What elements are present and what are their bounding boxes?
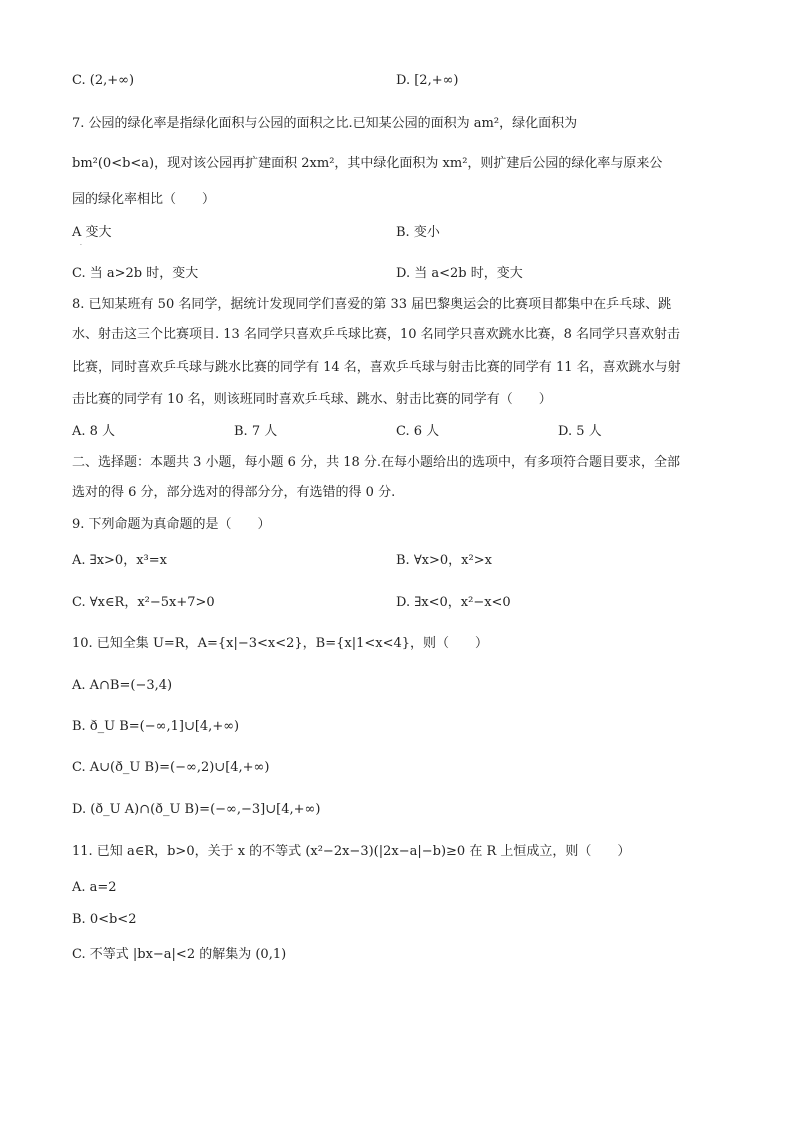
q9-stem: 9. 下列命题为真命题的是（ ） xyxy=(72,517,271,532)
q10-option-d: D. (ð_U A)∩(ð_U B)=(−∞,−3]∪[4,+∞) xyxy=(72,802,321,817)
section2-heading-line2: 选对的得 6 分，部分选对的得部分分，有选错的得 0 分. xyxy=(72,485,396,500)
q10-option-b: B. ð_U B=(−∞,1]∪[4,+∞) xyxy=(72,719,240,734)
q7-option-b: B. 变小 xyxy=(396,225,440,240)
q9-option-a: A. ∃x>0，x³=x xyxy=(72,553,167,568)
q10-option-a: A. A∩B=(−3,4) xyxy=(72,678,173,693)
q6-option-c: C. (2,+∞) xyxy=(72,73,135,88)
q8-stem-line4: 击比赛的同学有 10 名，则该班同时喜欢乒乓球、跳水、射击比赛的同学有（ ） xyxy=(72,392,552,407)
q10-option-c: C. A∪(ð_U B)=(−∞,2)∪[4,+∞) xyxy=(72,760,270,775)
q6-option-d: D. [2,+∞) xyxy=(396,73,459,88)
q11-stem: 11. 已知 a∈R，b>0，关于 x 的不等式 (x²−2x−3)(|2x−a|−b)≥0 在 R 上恒成立，则（ ） xyxy=(72,844,631,859)
q11-option-b: B. 0<b<2 xyxy=(72,912,137,927)
q7-option-a: A 变大 xyxy=(72,225,112,240)
q7-stem-line1: 7. 公园的绿化率是指绿化面积与公园的面积之比.已知某公园的面积为 am²，绿化面积为 xyxy=(72,116,578,131)
q7-stem-line3: 园的绿化率相比（ ） xyxy=(72,192,216,207)
q7-stem-line2: bm²(0<b<a)，现对该公园再扩建面积 2xm²，其中绿化面积为 xm²，则扩建后公园的绿化率与原来公 xyxy=(72,156,663,171)
stray-mark: · xyxy=(80,242,82,249)
q10-stem: 10. 已知全集 U=R，A={x|−3<x<2}，B={x|1<x<4}，则（ ） xyxy=(72,636,489,651)
q7-option-c: C. 当 a>2b 时，变大 xyxy=(72,266,199,281)
q9-option-c: C. ∀x∈R，x²−5x+7>0 xyxy=(72,595,215,610)
q9-option-b: B. ∀x>0，x²>x xyxy=(396,553,492,568)
q8-stem-line2: 水、射击这三个比赛项目. 13 名同学只喜欢乒乓球比赛，10 名同学只喜欢跳水比赛，8 名同学只喜欢射击 xyxy=(72,327,681,342)
q11-option-c: C. 不等式 |bx−a|<2 的解集为 (0,1) xyxy=(72,947,287,962)
q8-option-c: C. 6 人 xyxy=(396,424,440,439)
q8-option-d: D. 5 人 xyxy=(558,424,602,439)
q8-option-b: B. 7 人 xyxy=(234,424,278,439)
q9-option-d: D. ∃x<0，x²−x<0 xyxy=(396,595,511,610)
q7-option-d: D. 当 a<2b 时，变大 xyxy=(396,266,523,281)
q8-option-a: A. 8 人 xyxy=(72,424,116,439)
q11-option-a: A. a=2 xyxy=(72,880,117,895)
q8-stem-line1: 8. 已知某班有 50 名同学，据统计发现同学们喜爱的第 33 届巴黎奥运会的比赛项目都集中在乒乓球、跳 xyxy=(72,297,672,312)
section2-heading-line1: 二、选择题：本题共 3 小题，每小题 6 分，共 18 分.在每小题给出的选项中，有多项符合题目要求，全部 xyxy=(72,455,681,470)
q8-stem-line3: 比赛，同时喜欢乒乓球与跳水比赛的同学有 14 名，喜欢乒乓球与射击比赛的同学有 11 名，喜欢跳水与射 xyxy=(72,360,681,375)
